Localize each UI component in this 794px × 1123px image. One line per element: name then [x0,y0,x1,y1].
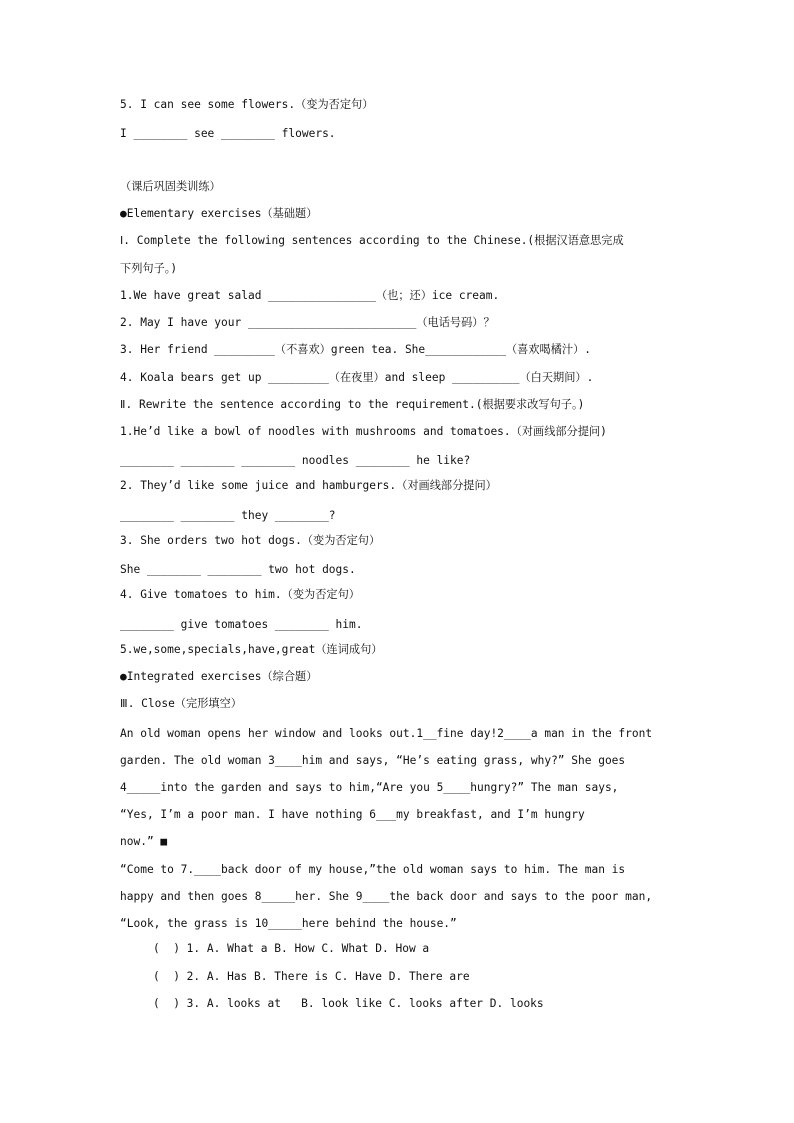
part-1-instruction-cont: 下列句子。) [120,262,178,275]
question-5-prompt: 5. I can see some flowers.（变为否定句） [120,98,374,111]
part-2-instruction: Ⅱ. Rewrite the sentence according to the requirement.(根据要求改写句子。) [120,398,585,411]
cloze-passage-line-5: now.” ■ [120,835,168,848]
part-2-item-2: 2. They’d like some juice and hamburgers.（对画线部分提问） [120,479,497,492]
part-2-item-5: 5.we,some,specials,have,great（连词成句） [120,643,383,656]
part-1-instruction: Ⅰ. Complete the following sentences according to the Chinese.(根据汉语意思完成 [120,234,624,247]
part-1-item-4: 4. Koala bears get up _________（在夜里）and sleep __________（白天期间）. [120,371,594,384]
part-2-item-3-answer: She ________ ________ two hot dogs. [120,563,356,576]
part-2-item-3: 3. She orders two hot dogs.（变为否定句） [120,534,381,547]
cloze-passage-line-1: An old woman opens her window and looks out.1__fine day!2____a man in the front [120,727,653,740]
integrated-exercises-heading: ●Integrated exercises（综合题） [120,670,318,683]
part-2-item-1: 1.He’d like a bowl of noodles with mushrooms and tomatoes.（对画线部分提问) [120,425,607,438]
choice-question-3: ( ) 3. A. looks at B. look like C. looks after D. looks [153,997,544,1010]
cloze-passage-line-3: 4_____into the garden and says to him,“Are you 5____hungry?” The man says, [120,781,619,794]
part-2-item-4: 4. Give tomatoes to him.（变为否定句） [120,588,360,601]
part-3-heading: Ⅲ. Close（完形填空） [120,697,242,710]
part-2-item-2-answer: ________ ________ they ________? [120,509,336,522]
section-heading-after-class: （课后巩固类训练） [120,180,221,193]
cloze-passage-line-8: “Look, the grass is 10_____here behind the house.” [120,917,457,930]
part-2-item-4-answer: ________ give tomatoes ________ him. [120,618,363,631]
part-1-item-3: 3. Her friend _________（不喜欢）green tea. She____________（喜欢喝橘汁）. [120,343,592,356]
question-5-answer-line: I ________ see ________ flowers. [120,127,336,140]
cloze-passage-line-4: “Yes, I’m a poor man. I have nothing 6___my breakfast, and I’m hungry [120,808,585,821]
part-1-item-1: 1.We have great salad ________________（也；还）ice cream. [120,289,500,302]
cloze-passage-line-7: happy and then goes 8_____her. She 9____the back door and says to the poor man, [120,890,653,903]
part-2-item-1-answer: ________ ________ ________ noodles ________ he like? [120,454,471,467]
part-1-item-2: 2. May I have your _________________________（电话号码）？ [120,316,495,329]
cloze-passage-line-2: garden. The old woman 3____him and says, “He’s eating grass, why?” She goes [120,754,626,767]
cloze-passage-line-6: “Come to 7.____back door of my house,”the old woman says to him. The man is [120,863,626,876]
choice-question-2: ( ) 2. A. Has B. There is C. Have D. There are [153,970,470,983]
choice-question-1: ( ) 1. A. What a B. How C. What D. How a [153,942,430,955]
elementary-exercises-heading: ●Elementary exercises（基础题） [120,207,318,220]
